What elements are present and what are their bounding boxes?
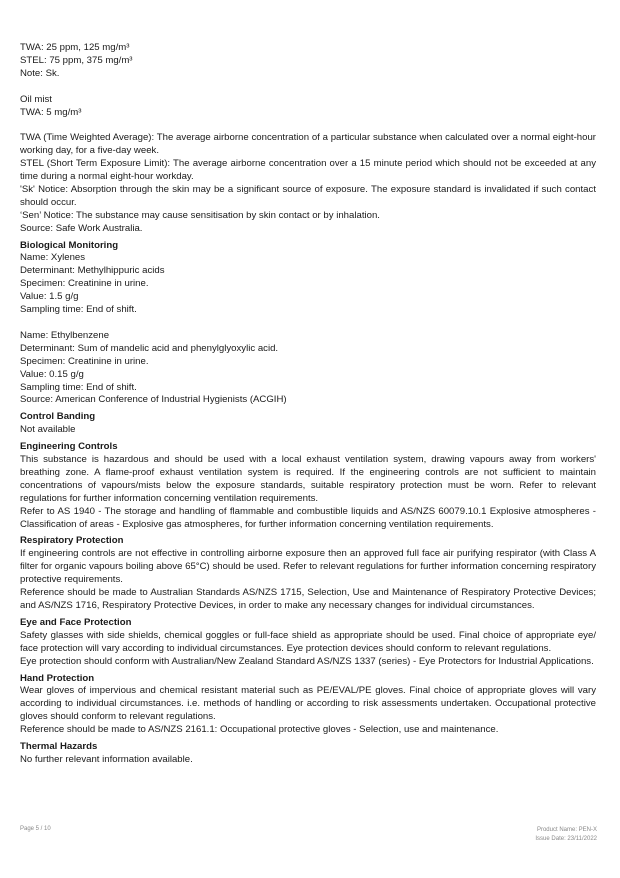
bio-line: Sampling time: End of shift. (20, 381, 137, 393)
definition-stel: STEL (Short Term Exposure Limit): The average airborne concentration over a 15 minute period which should not be exceeded at any time during a normal eight-hour workday. (20, 158, 596, 183)
oil-mist-twa: TWA: 5 mg/m³ (20, 106, 82, 118)
bio-line: Determinant: Sum of mandelic acid and phenylglyoxylic acid. (20, 342, 279, 354)
eye-p1: Safety glasses with side shields, chemical goggles or full-face shield as appropriate should be used. Final choice of appropriate eye/ face protection will vary according to individual circumstances. Eye protection devices should conform to relevant regulations. (20, 629, 596, 654)
hand-p1: Wear gloves of impervious and chemical resistant material such as PE/EVAL/PE gloves. Final choice of appropriate gloves will vary according to individual circumstances. i.e. methods of handling or according to risk assessments undertaken. Occupational protective gloves should conform to relevant regulations. (20, 685, 596, 723)
engineering-p1: This substance is hazardous and should be used with a local exhaust ventilation system, drawing vapours away from workers' breathing zone. A flame-proof exhaust ventilation system is required. If the engineering controls are not sufficient to maintain concentrations of vapours/mists below the exposure standards, suitable respiratory protection must be worn. Refer to relevant regulations for further information concerning ventilation requirements. (20, 454, 596, 504)
respiratory-heading: Respiratory Protection (20, 535, 124, 547)
hand-p2: Reference should be made to AS/NZS 2161.1: Occupational protective gloves - Selection, use and maintenance. (20, 724, 499, 736)
product-name: Product Name: PEN-X (536, 827, 597, 833)
bio-line: Value: 0.15 g/g (20, 368, 84, 380)
oil-mist-title: Oil mist (20, 93, 52, 105)
footer-info (535, 826, 597, 844)
exposure-twa: TWA: 25 ppm, 125 mg/m³ (20, 42, 130, 53)
control-banding-heading: Control Banding (20, 411, 96, 423)
control-banding-text: Not available (20, 424, 76, 436)
exposure-stel: STEL: 75 ppm, 375 mg/m³ (20, 54, 133, 66)
thermal-text: No further relevant information available. (20, 753, 193, 765)
eye-p2: Eye protection should conform with Australian/New Zealand Standard AS/NZS 1337 (series) - Eye Protectors for Industrial Applications. (20, 655, 594, 667)
definition-sen: ‘Sen’ Notice: The substance may cause sensitisation by skin contact or by inhalation. (20, 209, 380, 221)
document-page (20, 42, 596, 767)
definition-source: Source: Safe Work Australia. (20, 222, 143, 234)
eye-heading: Eye and Face Protection (20, 616, 132, 628)
bio-line: Sampling time: End of shift. (20, 304, 137, 316)
bio-line: Determinant: Methylhippuric acids (20, 265, 165, 277)
issue-date: Issue Date: 23/11/2022 (535, 836, 597, 842)
engineering-p2: Refer to AS 1940 - The storage and handling of flammable and combustible liquids and AS/NZS 60079.10.1 Explosive atmospheres - Classification of areas - Explosive gas atmospheres, for further information concerning ventilation requirements. (20, 505, 596, 530)
thermal-heading: Thermal Hazards (20, 741, 98, 753)
definition-sk: 'Sk' Notice: Absorption through the skin may be a significant source of exposure. The exposure standard is invalidated if such contact should occur. (20, 183, 596, 208)
engineering-heading: Engineering Controls (20, 441, 118, 453)
bio-line: Specimen: Creatinine in urine. (20, 278, 149, 290)
page-number: Page 5 / 10 (20, 826, 51, 832)
bio-line: Source: American Conference of Industrial Hygienists (ACGIH) (20, 394, 287, 406)
bio-line: Value: 1.5 g/g (20, 291, 79, 303)
exposure-note: Note: Sk. (20, 67, 60, 79)
respiratory-p1: If engineering controls are not effective in controlling airborne exposure then an approved full face air purifying respirator (with Class A filter for organic vapours boiling above 65°C) should be used. Refer to relevant regulations for further information concerning respiratory protective requirements. (20, 548, 596, 586)
bio-line: Name: Xylenes (20, 252, 86, 264)
bio-line: Name: Ethylbenzene (20, 329, 110, 341)
respiratory-p2: Reference should be made to Australian Standards AS/NZS 1715, Selection, Use and Maintenance of Respiratory Protective Devices; and AS/NZS 1716, Respiratory Protective Devices, in order to make any necessary changes for individual circumstances. (20, 587, 596, 612)
hand-heading: Hand Protection (20, 672, 95, 684)
bio-line: Specimen: Creatinine in urine. (20, 355, 149, 367)
bio-heading: Biological Monitoring (20, 239, 119, 251)
definition-twa: TWA (Time Weighted Average): The average airborne concentration of a particular substance when calculated over a normal eight-hour working day, for a five-day week. (20, 132, 596, 157)
